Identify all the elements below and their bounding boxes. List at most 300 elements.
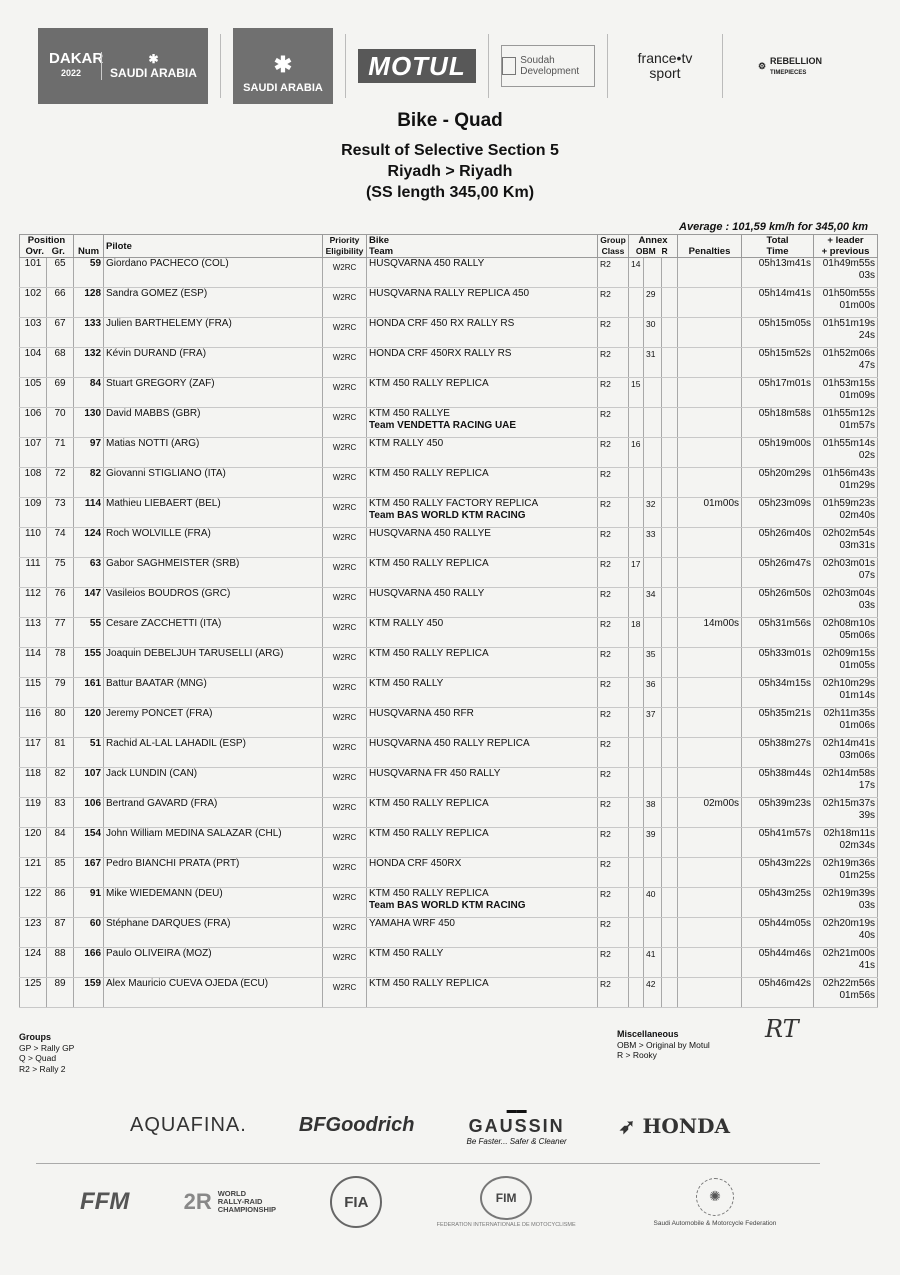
eligibility-tag: W2RC — [332, 683, 357, 692]
cell-ovr: 124 — [20, 948, 47, 978]
bike-label: KTM 450 RALLY REPLICA — [369, 828, 489, 839]
cell-pilote: Stéphane DARQUES (FRA) — [104, 918, 323, 948]
cell-total-time: 05h38m27s — [742, 738, 814, 768]
cell-r — [644, 558, 662, 588]
cell-penalties — [678, 978, 742, 1008]
cell-total-time: 05h43m22s — [742, 858, 814, 888]
gap-leader: 01h53m15s — [822, 378, 876, 389]
soudah-icon — [502, 57, 516, 75]
cell-ovr: 115 — [20, 678, 47, 708]
table-row — [20, 558, 878, 588]
cell-num: 114 — [74, 498, 104, 528]
cell-annex-blank — [662, 948, 678, 978]
cell-annex-blank — [662, 888, 678, 918]
cell-total-time: 05h19m00s — [742, 438, 814, 468]
cell-ovr: 118 — [20, 768, 47, 798]
cell-bike-team — [367, 288, 598, 318]
groups-legend — [19, 1032, 74, 1074]
cell-bike-team — [367, 648, 598, 678]
eligibility-tag: W2RC — [332, 563, 357, 572]
cell-gr: 65 — [47, 258, 74, 288]
cell-pilote: Pedro BIANCHI PRATA (PRT) — [104, 858, 323, 888]
gap-leader: 02h09m15s — [822, 648, 876, 659]
eligibility-tag: W2RC — [332, 893, 357, 902]
cell-obm — [629, 588, 644, 618]
team-label: Team VENDETTA RACING UAE — [369, 420, 517, 431]
cell-bike-team — [367, 828, 598, 858]
table-row — [20, 618, 878, 648]
cell-eligibility — [323, 678, 367, 708]
cell-gr: 72 — [47, 468, 74, 498]
cell-ovr: 111 — [20, 558, 47, 588]
gap-previous: 47s — [858, 360, 876, 371]
cell-ovr: 113 — [20, 618, 47, 648]
bike-label: KTM 450 RALLY REPLICA — [369, 648, 489, 659]
cell-penalties — [678, 318, 742, 348]
cell-gr: 76 — [47, 588, 74, 618]
cell-class: R2 — [598, 438, 629, 468]
cell-r: 42 — [644, 978, 662, 1008]
cell-penalties — [678, 348, 742, 378]
wrrc-line: RALLY-RAID — [217, 1197, 263, 1206]
cell-ovr: 110 — [20, 528, 47, 558]
cell-penalties — [678, 948, 742, 978]
cell-num: 128 — [74, 288, 104, 318]
cell-annex-blank — [662, 558, 678, 588]
cell-total-time: 05h26m47s — [742, 558, 814, 588]
cell-obm — [629, 408, 644, 438]
cell-obm: 17 — [629, 558, 644, 588]
bike-label: KTM 450 RALLY REPLICA — [369, 798, 489, 809]
table-row — [20, 948, 878, 978]
gap-leader: 01h56m43s — [822, 468, 876, 479]
gap-previous: 03m31s — [839, 540, 876, 551]
cell-bike-team — [367, 468, 598, 498]
cell-pilote: Joaquin DEBELJUH TARUSELLI (ARG) — [104, 648, 323, 678]
dakar-country: SAUDI ARABIA — [110, 66, 197, 80]
cell-obm — [629, 288, 644, 318]
cell-total-time: 05h15m52s — [742, 348, 814, 378]
palm-icon: ✱ — [148, 52, 159, 66]
cell-ovr: 109 — [20, 498, 47, 528]
cell-class: R2 — [598, 948, 629, 978]
cell-gr: 77 — [47, 618, 74, 648]
cell-penalties — [678, 768, 742, 798]
gap-leader: 02h03m01s — [822, 558, 876, 569]
cell-r — [644, 738, 662, 768]
cell-class: R2 — [598, 918, 629, 948]
cell-total-time: 05h17m01s — [742, 378, 814, 408]
cell-num: 107 — [74, 768, 104, 798]
cell-class: R2 — [598, 618, 629, 648]
cell-class: R2 — [598, 648, 629, 678]
cell-class: R2 — [598, 528, 629, 558]
table-row — [20, 258, 878, 288]
cell-num: 124 — [74, 528, 104, 558]
cell-pilote: Giovanni STIGLIANO (ITA) — [104, 468, 323, 498]
team-label: Team BAS WORLD KTM RACING — [369, 900, 526, 911]
cell-penalties — [678, 918, 742, 948]
cell-total-time: 05h38m44s — [742, 768, 814, 798]
eligibility-tag: W2RC — [332, 443, 357, 452]
samf-text: Saudi Automobile & Motorcycle Federation — [653, 1219, 777, 1227]
col-previous-label: + previous — [821, 246, 870, 257]
cell-ovr: 121 — [20, 858, 47, 888]
soudah-logo — [501, 45, 595, 87]
table-row — [20, 588, 878, 618]
misc-legend — [617, 1029, 710, 1061]
eligibility-tag: W2RC — [332, 353, 357, 362]
cell-class: R2 — [598, 708, 629, 738]
bike-label: YAMAHA WRF 450 — [369, 918, 455, 929]
cell-bike-team — [367, 798, 598, 828]
cell-class: R2 — [598, 468, 629, 498]
cell-penalties — [678, 888, 742, 918]
cell-eligibility — [323, 918, 367, 948]
misc-item: R > Rooky — [617, 1050, 657, 1060]
gap-leader: 01h49m55s — [822, 258, 876, 269]
gap-leader: 01h55m14s — [822, 438, 876, 449]
wrrc-logo — [184, 1190, 276, 1214]
cell-annex-blank — [662, 258, 678, 288]
cell-ovr: 119 — [20, 798, 47, 828]
bike-label: HONDA CRF 450RX RALLY RS — [369, 348, 512, 359]
cell-ovr: 116 — [20, 708, 47, 738]
cell-num: 166 — [74, 948, 104, 978]
cell-r: 40 — [644, 888, 662, 918]
cell-eligibility — [323, 948, 367, 978]
col-position — [20, 235, 74, 258]
cell-annex-blank — [662, 918, 678, 948]
samf-logo — [630, 1178, 800, 1227]
cell-annex-blank — [662, 678, 678, 708]
eligibility-tag: W2RC — [332, 953, 357, 962]
bike-label: KTM 450 RALLY REPLICA — [369, 888, 489, 899]
eligibility-tag: W2RC — [332, 803, 357, 812]
cell-pilote: Sandra GOMEZ (ESP) — [104, 288, 323, 318]
cell-penalties — [678, 588, 742, 618]
cell-r — [644, 768, 662, 798]
gap-leader: 01h59m23s — [822, 498, 876, 509]
cell-bike-team — [367, 318, 598, 348]
eligibility-tag: W2RC — [332, 773, 357, 782]
cell-bike-team — [367, 258, 598, 288]
cell-gaps — [814, 318, 878, 348]
honda-label: HONDA — [642, 1113, 730, 1138]
cell-bike-team — [367, 768, 598, 798]
cell-gr: 85 — [47, 858, 74, 888]
cell-eligibility — [323, 858, 367, 888]
rebellion-logo — [735, 56, 845, 76]
gap-previous: 01m05s — [839, 660, 876, 671]
cell-obm — [629, 498, 644, 528]
cell-annex-blank — [662, 318, 678, 348]
cell-annex-blank — [662, 708, 678, 738]
cell-bike-team — [367, 588, 598, 618]
cell-bike-team — [367, 438, 598, 468]
gap-previous: 03m06s — [839, 750, 876, 761]
cell-r: 38 — [644, 798, 662, 828]
category-title: Bike - Quad — [397, 110, 503, 131]
cell-gr: 79 — [47, 678, 74, 708]
cell-gr: 84 — [47, 828, 74, 858]
bike-label: KTM 450 RALLY FACTORY REPLICA — [369, 498, 539, 509]
cell-obm — [629, 678, 644, 708]
cell-obm — [629, 918, 644, 948]
cell-class: R2 — [598, 558, 629, 588]
eligibility-tag: W2RC — [332, 833, 357, 842]
cell-class: R2 — [598, 588, 629, 618]
gap-leader: 02h11m35s — [823, 708, 876, 719]
cell-annex-blank — [662, 438, 678, 468]
col-total-label: Total — [766, 235, 789, 246]
saudi-arabia-logo — [233, 28, 333, 104]
cell-gaps — [814, 948, 878, 978]
gaussin-label: GAUSSIN — [468, 1116, 565, 1136]
cell-num: 132 — [74, 348, 104, 378]
cell-penalties — [678, 708, 742, 738]
gap-previous: 01m09s — [839, 390, 876, 401]
cell-eligibility — [323, 438, 367, 468]
table-row — [20, 408, 878, 438]
table-row — [20, 468, 878, 498]
cell-penalties — [678, 678, 742, 708]
cell-gaps — [814, 768, 878, 798]
cell-r: 32 — [644, 498, 662, 528]
cell-eligibility — [323, 648, 367, 678]
gap-leader: 01h55m12s — [822, 408, 876, 419]
cell-annex-blank — [662, 498, 678, 528]
bike-label: HONDA CRF 450RX — [369, 858, 462, 869]
gap-previous: 41s — [858, 960, 876, 971]
gap-previous: 03s — [858, 600, 876, 611]
cell-num: 84 — [74, 378, 104, 408]
cell-total-time: 05h44m46s — [742, 948, 814, 978]
cell-obm — [629, 528, 644, 558]
cell-penalties: 14m00s — [678, 618, 742, 648]
col-leader-label: + leader — [827, 235, 864, 246]
gap-previous: 17s — [858, 780, 876, 791]
cell-pilote: Mike WIEDEMANN (DEU) — [104, 888, 323, 918]
col-r: R — [661, 246, 668, 256]
cell-pilote: Jeremy PONCET (FRA) — [104, 708, 323, 738]
cell-pilote: Matias NOTTI (ARG) — [104, 438, 323, 468]
table-row — [20, 528, 878, 558]
cell-pilote: Paulo OLIVEIRA (MOZ) — [104, 948, 323, 978]
cell-r — [644, 618, 662, 648]
cell-gaps — [814, 648, 878, 678]
table-row — [20, 498, 878, 528]
gap-previous: 01m57s — [839, 420, 876, 431]
bike-label: KTM RALLY 450 — [369, 438, 444, 449]
table-row — [20, 288, 878, 318]
logo-divider — [345, 34, 346, 98]
cell-gaps — [814, 348, 878, 378]
gap-leader: 02h18m11s — [823, 828, 876, 839]
col-time-label: Time — [766, 246, 789, 257]
cell-gaps — [814, 678, 878, 708]
cell-total-time: 05h41m57s — [742, 828, 814, 858]
cell-total-time: 05h14m41s — [742, 288, 814, 318]
col-num: Num — [74, 235, 104, 258]
cell-gr: 87 — [47, 918, 74, 948]
cell-annex-blank — [662, 288, 678, 318]
cell-class: R2 — [598, 858, 629, 888]
cell-total-time: 05h44m05s — [742, 918, 814, 948]
bike-label: HUSQVARNA 450 RALLYE — [369, 528, 491, 539]
cell-pilote: Giordano PACHECO (COL) — [104, 258, 323, 288]
cell-bike-team — [367, 888, 598, 918]
eligibility-tag: W2RC — [332, 713, 357, 722]
cell-num: 97 — [74, 438, 104, 468]
cell-pilote: John William MEDINA SALAZAR (CHL) — [104, 828, 323, 858]
cell-obm — [629, 738, 644, 768]
cell-class: R2 — [598, 378, 629, 408]
cell-class: R2 — [598, 888, 629, 918]
cell-gr: 89 — [47, 978, 74, 1008]
bike-label: HUSQVARNA 450 RALLY — [369, 588, 485, 599]
cell-gr: 66 — [47, 288, 74, 318]
cell-gr: 81 — [47, 738, 74, 768]
cell-r: 31 — [644, 348, 662, 378]
bike-label: KTM 450 RALLY — [369, 678, 444, 689]
eligibility-tag: W2RC — [332, 413, 357, 422]
cell-bike-team — [367, 678, 598, 708]
cell-ovr: 120 — [20, 828, 47, 858]
eligibility-tag: W2RC — [332, 923, 357, 932]
cell-ovr: 106 — [20, 408, 47, 438]
cell-total-time: 05h15m05s — [742, 318, 814, 348]
cell-num: 154 — [74, 828, 104, 858]
cell-r — [644, 258, 662, 288]
cell-num: 55 — [74, 618, 104, 648]
col-total — [742, 235, 814, 258]
gap-previous: 01m29s — [839, 480, 876, 491]
cell-penalties — [678, 858, 742, 888]
cell-annex-blank — [662, 348, 678, 378]
cell-gr: 74 — [47, 528, 74, 558]
cell-gaps — [814, 708, 878, 738]
gap-leader: 01h51m19s — [822, 318, 876, 329]
results-table — [19, 234, 878, 1008]
cell-pilote: David MABBS (GBR) — [104, 408, 323, 438]
cell-bike-team — [367, 918, 598, 948]
col-obm: OBM — [635, 246, 656, 256]
cell-gr: 80 — [47, 708, 74, 738]
cell-bike-team — [367, 498, 598, 528]
cell-r — [644, 858, 662, 888]
gaussin-tagline: Be Faster... Safer & Cleaner — [466, 1137, 567, 1146]
bike-label: HUSQVARNA 450 RALLY — [369, 258, 485, 269]
route-title: Riyadh > Riyadh — [387, 163, 513, 180]
cell-bike-team — [367, 408, 598, 438]
bike-label: HONDA CRF 450 RX RALLY RS — [369, 318, 515, 329]
eligibility-tag: W2RC — [332, 623, 357, 632]
cell-ovr: 125 — [20, 978, 47, 1008]
dakar-year: 2022 — [61, 68, 82, 78]
table-row — [20, 798, 878, 828]
gap-leader: 02h03m04s — [822, 588, 876, 599]
cell-r: 33 — [644, 528, 662, 558]
samf-emblem-icon: ✺ — [696, 1178, 734, 1216]
cell-ovr: 102 — [20, 288, 47, 318]
cell-pilote: Roch WOLVILLE (FRA) — [104, 528, 323, 558]
cell-ovr: 117 — [20, 738, 47, 768]
cell-gr: 70 — [47, 408, 74, 438]
cell-gaps — [814, 858, 878, 888]
cell-class: R2 — [598, 408, 629, 438]
cell-obm: 16 — [629, 438, 644, 468]
table-row — [20, 978, 878, 1008]
col-annex — [629, 235, 678, 258]
dakar-saudi-logo — [38, 28, 208, 104]
cell-pilote: Julien BARTHELEMY (FRA) — [104, 318, 323, 348]
cell-obm — [629, 768, 644, 798]
cell-bike-team — [367, 528, 598, 558]
table-row — [20, 768, 878, 798]
cell-gr: 75 — [47, 558, 74, 588]
bfgoodrich-logo: BFGoodrich — [298, 1114, 415, 1136]
cell-eligibility — [323, 708, 367, 738]
col-priority — [323, 235, 367, 258]
groups-title: Groups — [19, 1032, 52, 1042]
table-row — [20, 918, 878, 948]
cell-eligibility — [323, 348, 367, 378]
cell-pilote: Stuart GREGORY (ZAF) — [104, 378, 323, 408]
eligibility-tag: W2RC — [332, 383, 357, 392]
cell-gr: 68 — [47, 348, 74, 378]
cell-num: 161 — [74, 678, 104, 708]
team-label: Team BAS WORLD KTM RACING — [369, 510, 526, 521]
gap-leader: 02h14m41s — [822, 738, 876, 749]
table-row — [20, 888, 878, 918]
gap-leader: 02h21m00s — [822, 948, 876, 959]
cell-ovr: 101 — [20, 258, 47, 288]
cell-annex-blank — [662, 828, 678, 858]
cell-obm — [629, 468, 644, 498]
cell-num: 106 — [74, 798, 104, 828]
cell-num: 130 — [74, 408, 104, 438]
cell-gaps — [814, 918, 878, 948]
gap-previous: 07s — [858, 570, 876, 581]
cell-total-time: 05h18m58s — [742, 408, 814, 438]
cell-bike-team — [367, 978, 598, 1008]
bike-label: KTM 450 RALLY REPLICA — [369, 468, 489, 479]
sponsor-header — [38, 28, 868, 104]
francetv-logo — [620, 51, 710, 81]
cell-gaps — [814, 888, 878, 918]
cell-pilote: Mathieu LIEBAERT (BEL) — [104, 498, 323, 528]
cell-ovr: 105 — [20, 378, 47, 408]
cell-gaps — [814, 978, 878, 1008]
cell-gr: 78 — [47, 648, 74, 678]
footer-federations — [80, 1176, 800, 1228]
cell-r — [644, 438, 662, 468]
dakar-wordmark: DAKAR — [49, 50, 104, 67]
eligibility-tag: W2RC — [332, 533, 357, 542]
cell-total-time: 05h20m29s — [742, 468, 814, 498]
cell-num: 63 — [74, 558, 104, 588]
cell-gaps — [814, 798, 878, 828]
gap-previous: 39s — [858, 810, 876, 821]
col-class-label: Class — [601, 246, 625, 256]
cell-gaps — [814, 438, 878, 468]
table-row — [20, 348, 878, 378]
cell-eligibility — [323, 408, 367, 438]
cell-r — [644, 918, 662, 948]
gap-previous: 01m56s — [839, 990, 876, 1001]
cell-penalties — [678, 408, 742, 438]
